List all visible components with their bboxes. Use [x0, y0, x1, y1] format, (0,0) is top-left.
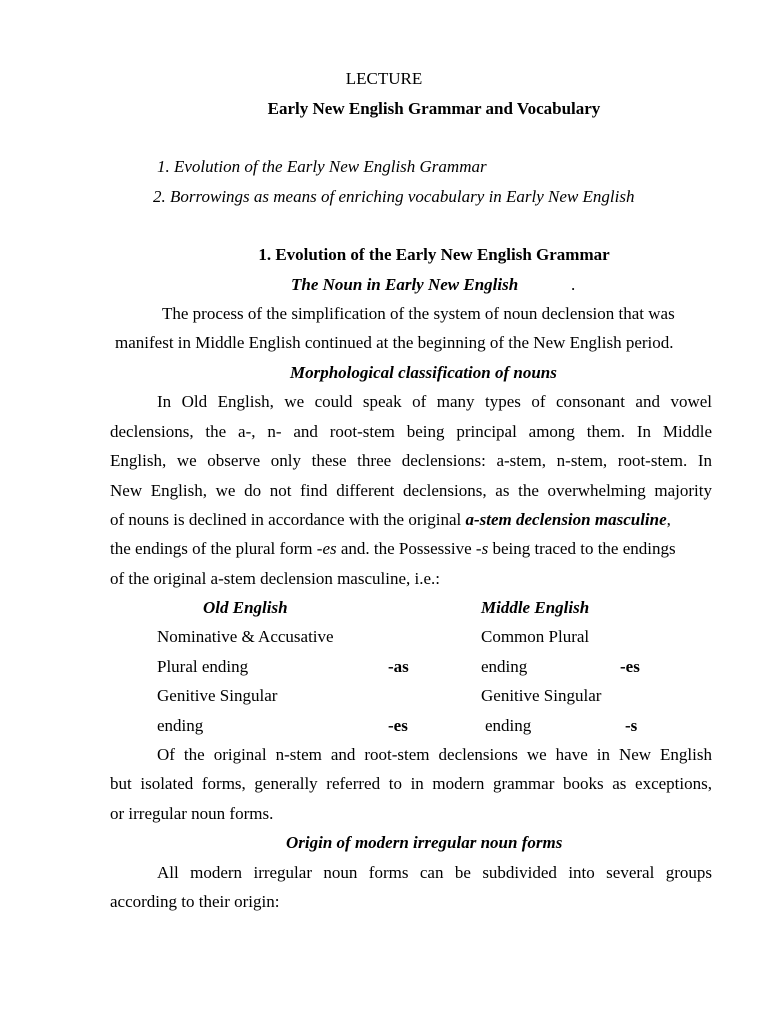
intro-line-1: The process of the simplification of the system of noun declension that was [162, 304, 675, 323]
row2-middle-ending: -es [620, 657, 640, 676]
row3-old: Genitive Singular [157, 686, 278, 705]
outline-item-1: 1. Evolution of the Early New English Grammar [157, 157, 487, 176]
para1-line-6-e: being traced to the endings [492, 539, 676, 558]
row2-middle: ending [481, 657, 528, 676]
outline-item-2: 2. Borrowings as means of enriching vocabulary in Early New English [153, 187, 635, 206]
morph-heading: Morphological classification of nouns [290, 363, 557, 382]
para2-line-3: or irregular noun forms. [110, 804, 274, 823]
row4-middle-ending: -s [625, 716, 638, 735]
astem-term: a-stem declension masculine [465, 510, 667, 529]
para1-line-2: declensions, the a-, n- and root-stem being principal among them. In Middle [110, 422, 712, 441]
row2-old-ending: -as [388, 657, 409, 676]
intro-line-2: manifest in Middle English continued at the beginning of the New English period. [115, 333, 674, 352]
para2-line-1: Of the original n-stem and root-stem declensions we have in New English [157, 745, 712, 764]
para1-line-5 [110, 510, 671, 530]
plural-es-term: -es [316, 539, 337, 558]
possessive-s-term: -s [475, 539, 489, 558]
para3-line-2: according to their origin: [110, 892, 280, 911]
para1-line-6-c: and. the Possessive [340, 539, 472, 558]
page-title: Early New English Grammar and Vocabulary [267, 99, 601, 118]
para1-line-5-text: of nouns is declined in accordance with the original [110, 510, 462, 529]
para1-line-3: English, we observe only these three declensions: a-stem, n-stem, root-stem. In [110, 451, 712, 470]
row4-old-ending: -es [388, 716, 408, 735]
row2-old: Plural ending [157, 657, 249, 676]
para1-line-6-a: the endings of the plural form [110, 539, 313, 558]
row3-middle: Genitive Singular [481, 686, 602, 705]
row1-old: Nominative & Accusative [157, 627, 334, 646]
row1-middle: Common Plural [481, 627, 590, 646]
para1-line-7: of the original a-stem declension masculine, i.e.: [110, 569, 440, 588]
col-middle-english: Middle English [481, 598, 590, 617]
para3-line-1: All modern irregular noun forms can be subdivided into several groups [157, 863, 712, 882]
row4-old: ending [157, 716, 204, 735]
col-old-english: Old English [203, 598, 288, 617]
para1-line-1: In Old English, we could speak of many types of consonant and vowel [157, 392, 712, 411]
para1-line-6 [110, 539, 676, 559]
para1-line-4: New English, we do not find different declensions, as the overwhelming majority [110, 481, 712, 500]
row4-middle: ending [485, 716, 532, 735]
para2-line-2: but isolated forms, generally referred to in modern grammar books as exceptions, [110, 774, 712, 793]
lecture-label: LECTURE [345, 69, 423, 88]
noun-subheading-trail: . [571, 275, 576, 294]
para1-line-5-comma: , [666, 510, 671, 529]
origin-heading: Origin of modern irregular noun forms [286, 833, 563, 852]
section-heading: 1. Evolution of the Early New English Grammar [258, 245, 610, 264]
noun-subheading: The Noun in Early New English [291, 275, 519, 294]
